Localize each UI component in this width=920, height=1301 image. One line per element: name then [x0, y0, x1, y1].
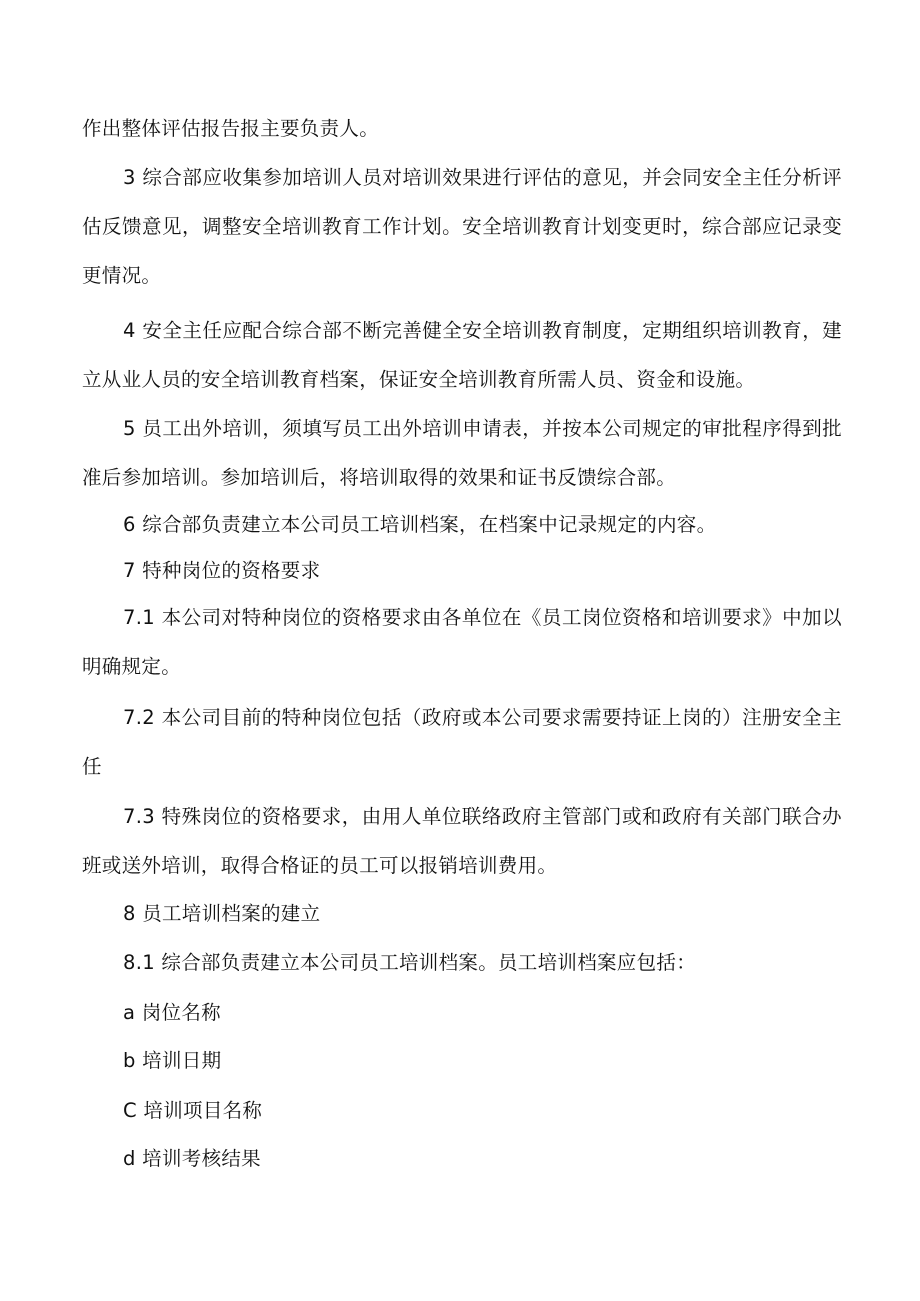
paragraph-item-8-1: 8.1 综合部负责建立本公司员工培训档案。员工培训档案应包括： — [123, 951, 697, 974]
paragraph-item-3: 3 综合部应收集参加培训人员对培训效果进行评估的意见，并会同安全主任分析评估反馈意见，调整安全培训教育工作计划。安全培训教育计划变更时，综合部应记录变更情况。 — [82, 166, 842, 287]
paragraph-item-5: 5 员工出外培训，须填写员工出外培训申请表，并按本公司规定的审批程序得到批准后参加培训。参加培训后，将培训取得的效果和证书反馈综合部。 — [82, 417, 842, 489]
paragraph-evaluation-report: 作出整体评估报告报主要负责人。 — [82, 117, 380, 140]
paragraph-item-7-2: 7.2 本公司目前的特种岗位包括（政府或本公司要求需要持证上岗的）注册安全主任 — [82, 706, 842, 778]
list-item-b: b 培训日期 — [123, 1049, 222, 1072]
list-item-d: d 培训考核结果 — [123, 1147, 261, 1170]
list-item-c: C 培训项目名称 — [123, 1099, 263, 1122]
paragraph-item-7-1: 7.1 本公司对特种岗位的资格要求由各单位在《员工岗位资格和培训要求》中加以明确规定。 — [82, 606, 842, 678]
paragraph-item-7-3: 7.3 特殊岗位的资格要求，由用人单位联络政府主管部门或和政府有关部门联合办班或送外培训，取得合格证的员工可以报销培训费用。 — [82, 805, 842, 877]
section-heading-8: 8 员工培训档案的建立 — [123, 902, 321, 925]
paragraph-item-6: 6 综合部负责建立本公司员工培训档案，在档案中记录规定的内容。 — [123, 513, 717, 536]
section-heading-7: 7 特种岗位的资格要求 — [123, 559, 321, 582]
paragraph-item-4: 4 安全主任应配合综合部不断完善健全安全培训教育制度，定期组织培训教育，建立从业人员的安全培训教育档案，保证安全培训教育所需人员、资金和设施。 — [82, 319, 842, 391]
list-item-a: a 岗位名称 — [123, 1001, 221, 1024]
